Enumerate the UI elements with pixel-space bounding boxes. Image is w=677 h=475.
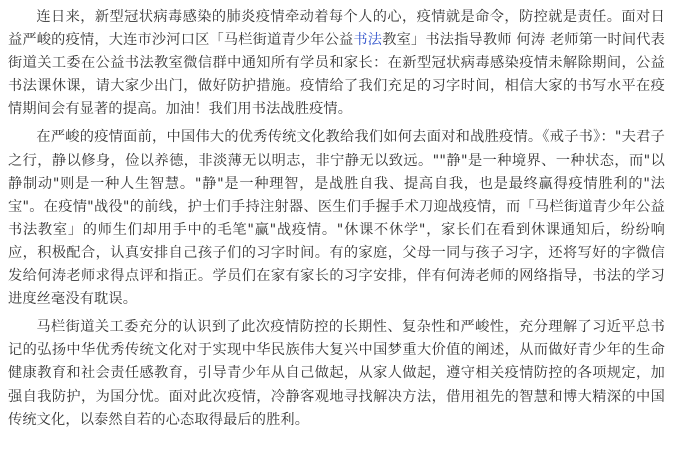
paragraph-2-text: 在严峻的疫情面前，中国伟大的优秀传统文化教给我们如何去面对和战胜疫情。《戒子书》："夫君子之行，静以修身，俭以养德，非淡薄无以明志，非宁静无以致远。""静"是一种境界、一种状态，而"以静制动"则是一种人生智慧。"静"是一种理智，是战胜自我、提高自我，也是最终赢得疫情胜利的"法宝"。在疫情"战役"的前线，护士们手持注射器、医生们手握手术刀迎战疫情，而「马栏街道青少年公益书法教室」的师生们却用手中的毛笔"赢"战疫情。"休课不休学"，家长们在看到休课通知后，纷纷响应，积极配合，认真安排自己孩子们的习字时间。有的家庭，父母一同与孩子习字，还将写好的字微信发给何涛老师求得点评和指正。学员们在家有家长的习字安排，伴有何涛老师的网络指导，书法的学习进度丝毫没有耽误。 — [8, 129, 665, 308]
paragraph-3 — [8, 316, 665, 431]
paragraph-2 — [8, 126, 665, 311]
paragraph-1-text-cont: 教室」书法指导教师 何涛 老师第一时间代表街道关工委在公益书法教室微信群中通知所有学员和家长：在新型冠状病毒感染疫情未解除期间，公益书法课休课，请大家少出门，做好防护措施。疫情给了我们充足的习字时间，相信大家的书写水平在疫情期间会有显著的提高。加油！我们用书法战胜疫情。 — [8, 32, 665, 118]
paragraph-3-text: 马栏街道关工委充分的认识到了此次疫情防控的长期性、复杂性和严峻性，充分理解了习近平总书记的弘扬中华优秀传统文化对于实现中华民族伟大复兴中国梦重大价值的阐述，从而做好青少年的生命健康教育和社会责任感教育，引导青少年从自己做起，从家人做起，遵守相关疫情防控的各项规定，加强自我防护，为国分忧。面对此次疫情，冷静客观地寻找解决方法，借用祖先的智慧和博大精深的中国传统文化，以泰然自若的心态取得最后的胜利。 — [8, 319, 665, 428]
calligraphy-link[interactable]: 书法 — [353, 32, 383, 49]
paragraph-1 — [8, 6, 665, 121]
paragraph-1-text: 连日来，新型冠状病毒感染的肺炎疫情牵动着每个人的心，疫情就是命令，防控就是责任。面对日益严峻的疫情，大连市沙河口区「马栏街道青少年公益 — [8, 9, 665, 49]
